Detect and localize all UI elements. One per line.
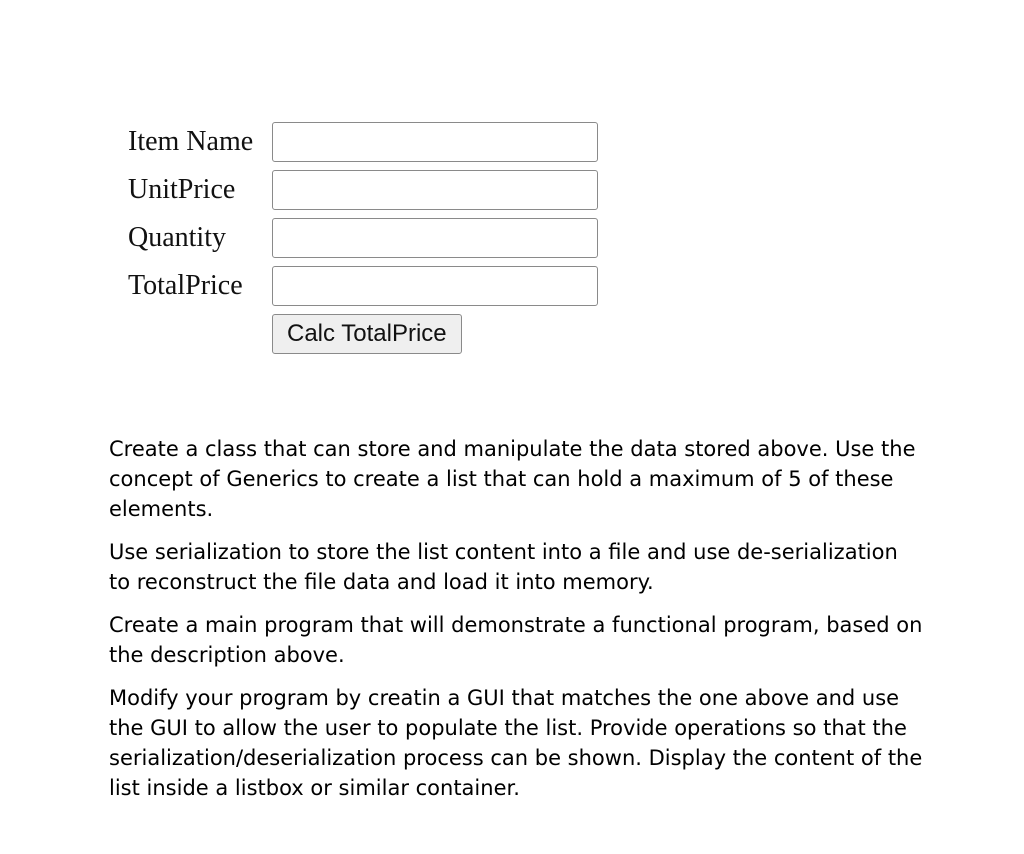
assignment-instructions — [109, 434, 924, 816]
quantity-input[interactable] — [272, 218, 598, 258]
instruction-paragraph: Modify your program by creatin a GUI that matches the one above and use the GUI to allow the user to populate the list. Provide operations so that the serialization/deserialization process can be shown. Display the content of the list inside a listbox or similar container. — [109, 686, 923, 800]
item-name-row — [128, 122, 608, 162]
item-form — [128, 122, 608, 362]
unit-price-row — [128, 170, 608, 210]
instruction-paragraph: Use serialization to store the list content into a file and use de-serialization to reconstruct the file data and load it into memory. — [109, 540, 898, 594]
calc-total-price-button[interactable]: Calc TotalPrice — [272, 314, 462, 354]
unit-price-input[interactable] — [272, 170, 598, 210]
instruction-paragraph: Create a main program that will demonstrate a functional program, based on the description above. — [109, 613, 923, 667]
quantity-label: Quantity — [128, 222, 226, 253]
unit-price-label: UnitPrice — [128, 174, 236, 205]
total-price-input[interactable] — [272, 266, 598, 306]
quantity-row — [128, 218, 608, 258]
item-name-input[interactable] — [272, 122, 598, 162]
button-row — [128, 314, 608, 354]
total-price-label: TotalPrice — [128, 270, 243, 301]
total-price-row — [128, 266, 608, 306]
item-name-label: Item Name — [128, 126, 254, 157]
instruction-paragraph: Create a class that can store and manipulate the data stored above. Use the concept of Generics to create a list that can hold a maximum of 5 of these elements. — [109, 437, 916, 521]
